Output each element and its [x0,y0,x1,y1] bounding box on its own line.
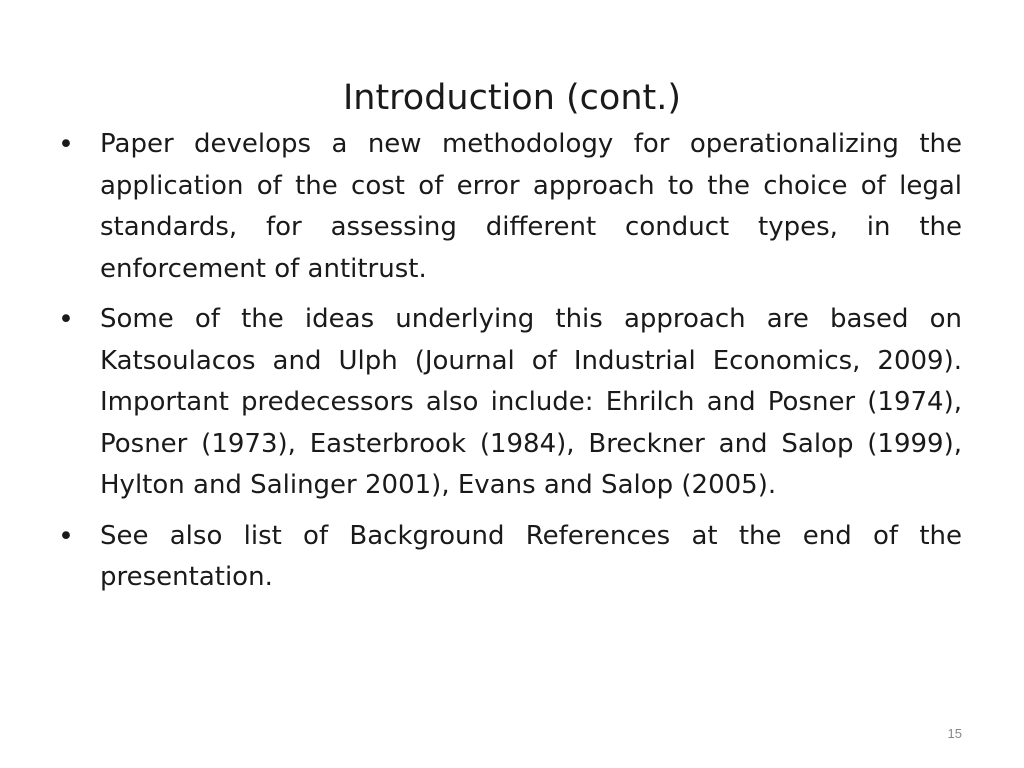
bullet-icon: • [58,520,74,552]
bullet-text: See also list of Background References at the end of the presentation. [100,520,962,592]
bullet-item [58,124,962,290]
bullet-item [58,516,962,599]
bullet-icon: • [58,304,74,335]
slide-title: Introduction (cont.) [342,78,682,119]
bullet-icon: • [58,129,74,160]
page-number: 15 [947,726,962,741]
bullet-list [58,124,962,608]
bullet-item [58,299,962,507]
bullet-text: Some of the ideas underlying this approach are based on Katsoulacos and Ulph (Journal of Industrial Economics, 2009). Important predecessors also include: Ehrilch and Posner (1974), Posner (1973), Easterbrook (1984), Breckner and Salop (1999), Hylton and Salinger 2001), Evans and Salop (2005). [100,304,962,500]
bullet-text: Paper develops a new methodology for operationalizing the application of the cost of error approach to the choice of legal standards, for assessing different conduct types, in the enforcement of antitrust. [100,129,962,284]
